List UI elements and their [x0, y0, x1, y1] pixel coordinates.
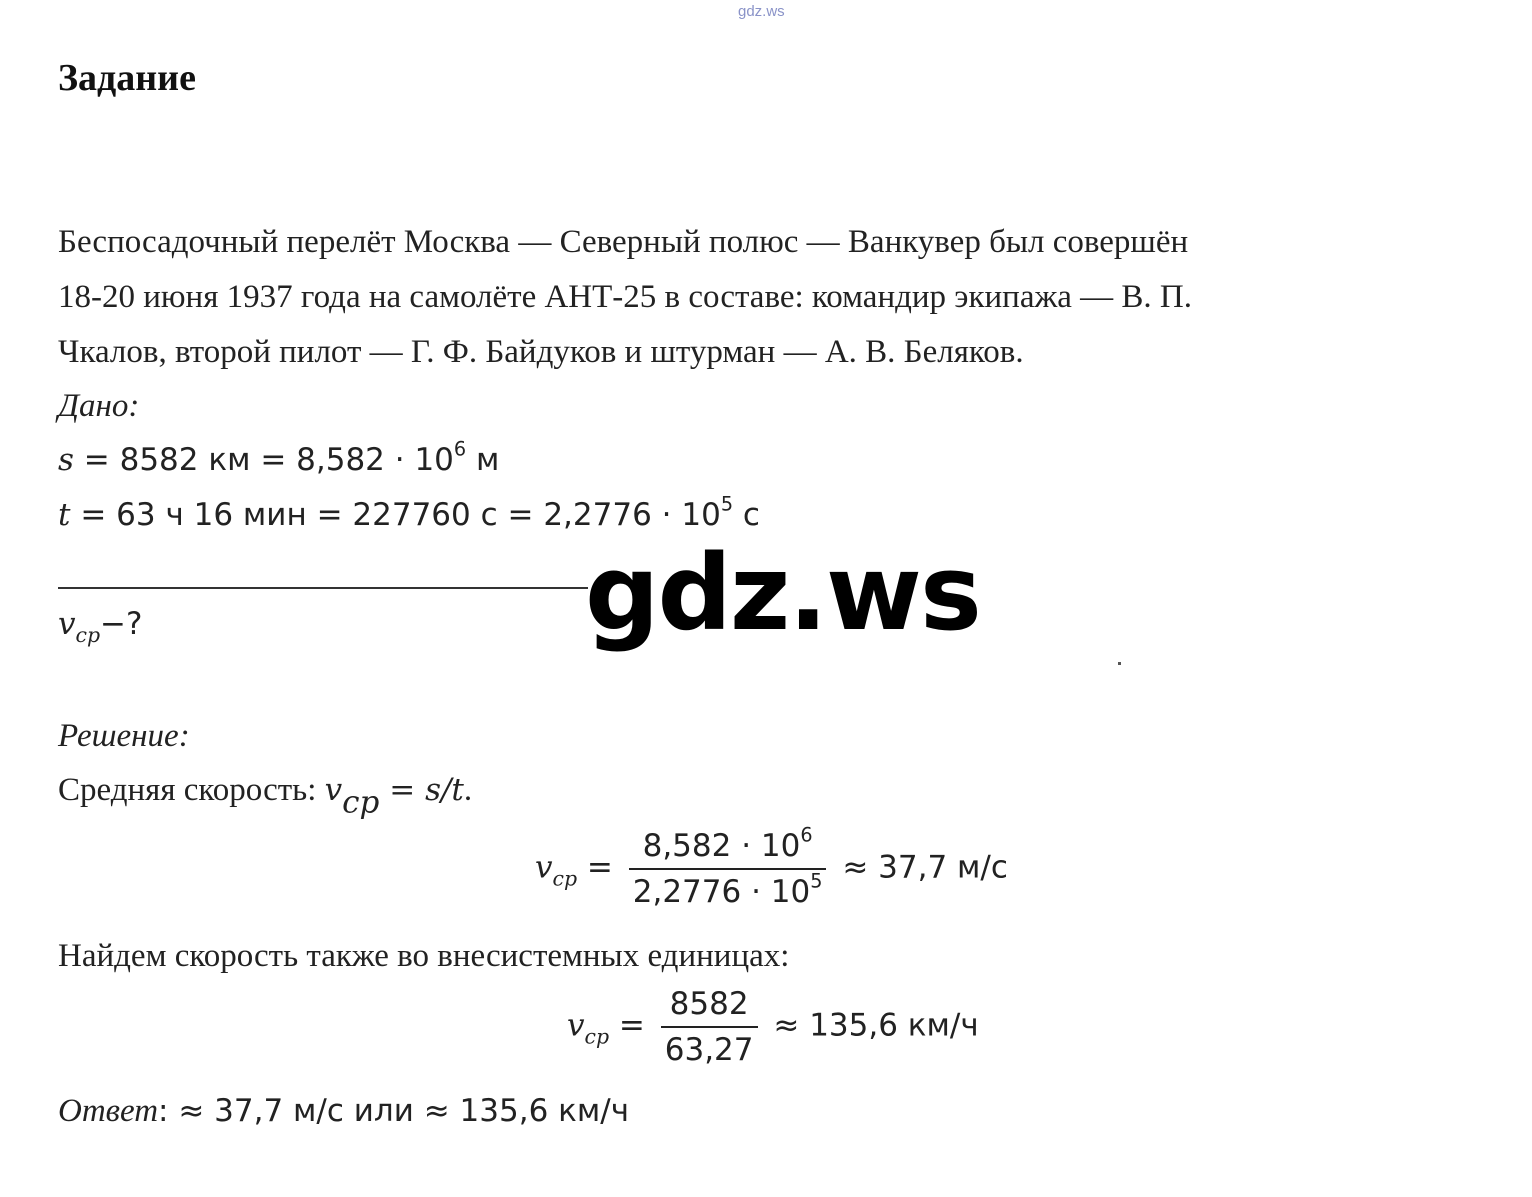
time-exponent: 5	[720, 492, 734, 516]
var-v-sub: ср	[75, 623, 101, 648]
distance-unit: м	[466, 442, 500, 478]
equation-ms	[535, 823, 1008, 910]
top-watermark: gdz.ws	[738, 3, 785, 20]
eq1-num-exp: 6	[800, 823, 813, 847]
answer-line	[58, 1093, 629, 1130]
eq1-result: ≈ 37,7 м/с	[842, 849, 1008, 886]
nonsystem-units-text: Найдем скорость также во внесистемных единицах:	[58, 938, 790, 974]
given-distance	[58, 437, 500, 478]
eq1-denominator	[629, 870, 827, 910]
avg-speed-formula: = s/t	[379, 772, 464, 808]
eq1-num-value: 8,582 · 10	[642, 828, 801, 864]
given-divider	[58, 587, 588, 589]
time-expr: = 63 ч 16 мин = 227760 с = 2,2776 · 10	[70, 497, 721, 533]
answer-label: Ответ	[58, 1093, 159, 1129]
center-watermark: gdz.ws	[585, 532, 980, 654]
var-v: v	[58, 606, 76, 642]
eq1-sub: ср	[552, 866, 578, 891]
time-unit: с	[733, 497, 760, 533]
problem-line-1: Беспосадочный перелёт Москва — Северный полюс — Ванкувер был совершён	[58, 224, 1189, 260]
eq1-den-value: 2,2776 · 10	[632, 874, 811, 910]
distance-expr: = 8582 км = 8,582 · 10	[73, 442, 454, 478]
problem-line-2: 18-20 июня 1937 года на самолёте АНТ-25 в составе: командир экипажа — В. П.	[58, 279, 1193, 315]
stray-dot	[1118, 662, 1121, 665]
avg-speed-line	[58, 772, 473, 821]
avg-speed-end: .	[463, 772, 473, 808]
equation-kmh	[567, 986, 979, 1068]
eq2-result: ≈ 135,6 км/ч	[773, 1007, 979, 1044]
avg-speed-sub: ср	[342, 784, 380, 821]
eq1-den-exp: 5	[810, 869, 823, 893]
eq2-var: v	[567, 1007, 585, 1044]
eq2-equals: =	[609, 1007, 645, 1044]
eq1-equals: =	[577, 849, 613, 886]
avg-speed-text: Средняя скорость:	[58, 772, 325, 808]
var-t: t	[58, 497, 71, 533]
given-label: Дано:	[58, 388, 140, 424]
eq1-fraction	[629, 823, 827, 910]
eq1-numerator	[629, 823, 827, 870]
avg-speed-var: v	[324, 772, 343, 808]
eq1-var: v	[535, 849, 553, 886]
find-quantity	[58, 606, 143, 648]
distance-exponent: 6	[453, 437, 467, 461]
solution-label: Решение:	[58, 718, 190, 754]
find-question: −?	[100, 606, 143, 642]
eq2-numerator: 8582	[661, 986, 758, 1028]
given-time	[58, 492, 760, 533]
page-title: Задание	[58, 57, 196, 99]
answer-text: : ≈ 37,7 м/с или ≈ 135,6 км/ч	[158, 1093, 630, 1129]
eq2-denominator: 63,27	[664, 1032, 754, 1068]
var-s: s	[58, 442, 74, 478]
problem-line-3: Чкалов, второй пилот — Г. Ф. Байдуков и штурман — А. В. Беляков.	[58, 334, 1024, 370]
eq2-fraction	[661, 986, 758, 1068]
eq2-sub: ср	[584, 1024, 610, 1049]
